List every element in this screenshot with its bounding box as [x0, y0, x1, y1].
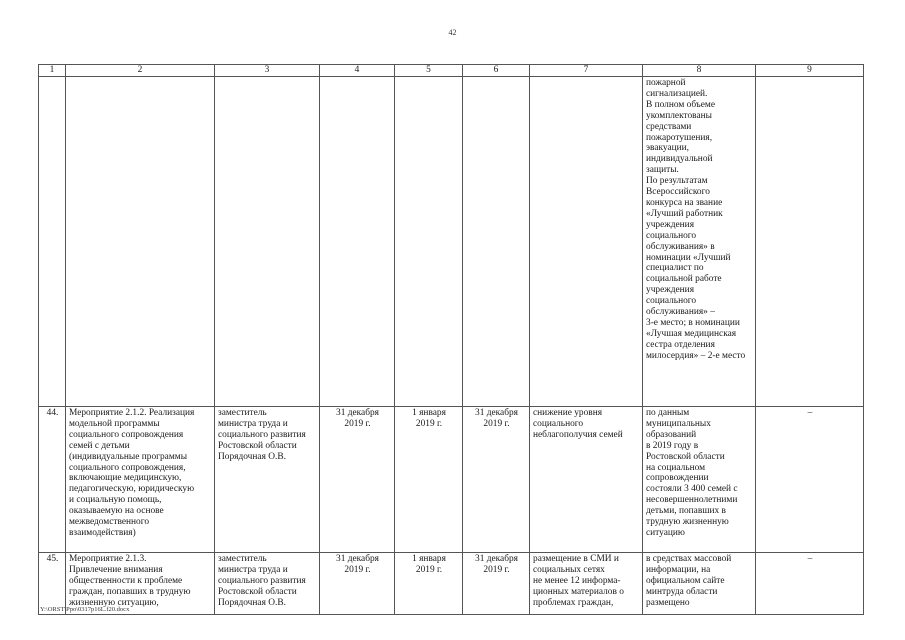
column-number-6: 6 — [463, 65, 530, 77]
cell-measure: Мероприятие 2.1.2. Реализация модельной программы социального сопровождения семей с детьми (индивидуальные программы социального сопровождения, включающие медицинскую, педагогическую, юридическую и социальную помощь, оказываемую на основе межведомственного взаимодействия) — [66, 407, 215, 553]
table-row-44 — [39, 407, 864, 553]
cell-expected-result: снижение уровня социального неблагополучия семей — [530, 407, 643, 553]
cell-actual-result: по данным муниципальных образований в 2019 году в Ростовской области на социальном сопровождении состояли 3 400 семей с несовершеннолетними детьми, попавших в трудную жизненную ситуацию — [643, 407, 756, 553]
column-number-8: 8 — [643, 65, 756, 77]
cell-empty — [395, 77, 463, 407]
cell-empty — [756, 77, 864, 407]
cell-result-continued: пожарной сигнализацией. В полном объеме укомплектованы средствами пожаротушения, эвакуации, индивидуальной защиты. По результатам Всероссийского конкурса на звание «Лучший работник учреждения социального обслуживания» в номинации «Лучший специалист по социальной работе учреждения социального обслуживания» – 3-е место; в номинации «Лучшая медицинская сестра отделения милосердия» – 2-е место — [643, 77, 756, 407]
column-number-1: 1 — [39, 65, 66, 77]
cell-note: – — [756, 553, 864, 615]
column-number-9: 9 — [756, 65, 864, 77]
cell-row-number: 44. — [39, 407, 66, 553]
table-row-45 — [39, 553, 864, 615]
cell-empty — [66, 77, 215, 407]
cell-empty — [463, 77, 530, 407]
cell-empty — [39, 77, 66, 407]
cell-empty — [320, 77, 395, 407]
cell-start-date: 1 января 2019 г. — [395, 407, 463, 553]
measures-table — [38, 64, 864, 615]
column-number-7: 7 — [530, 65, 643, 77]
cell-actual-result: в средствах массовой информации, на официальном сайте минтруда области размещено — [643, 553, 756, 615]
cell-empty — [530, 77, 643, 407]
cell-planned-date: 31 декабря 2019 г. — [320, 553, 395, 615]
column-number-2: 2 — [66, 65, 215, 77]
cell-empty — [215, 77, 320, 407]
file-path-footer: Y:\ORST\Ppo\0317p16L.f20.docx — [40, 606, 130, 613]
column-number-4: 4 — [320, 65, 395, 77]
cell-expected-result: размещение в СМИ и социальных сетях не менее 12 информа- ционных материалов о проблемах граждан, — [530, 553, 643, 615]
cell-measure: Мероприятие 2.1.3. Привлечение внимания общественности к проблеме граждан, попавших в трудную жизненную ситуацию, — [66, 553, 215, 615]
column-number-3: 3 — [215, 65, 320, 77]
cell-note: – — [756, 407, 864, 553]
cell-responsible: заместитель министра труда и социального развития Ростовской области Порядочная О.В. — [215, 553, 320, 615]
cell-end-date: 31 декабря 2019 г. — [463, 407, 530, 553]
column-number-5: 5 — [395, 65, 463, 77]
table-row-continued — [39, 77, 864, 407]
cell-end-date: 31 декабря 2019 г. — [463, 553, 530, 615]
cell-start-date: 1 января 2019 г. — [395, 553, 463, 615]
cell-responsible: заместитель министра труда и социального развития Ростовской области Порядочная О.В. — [215, 407, 320, 553]
column-number-header-row — [39, 65, 864, 77]
page-number: 42 — [448, 28, 457, 37]
cell-row-number: 45. — [39, 553, 66, 615]
cell-planned-date: 31 декабря 2019 г. — [320, 407, 395, 553]
